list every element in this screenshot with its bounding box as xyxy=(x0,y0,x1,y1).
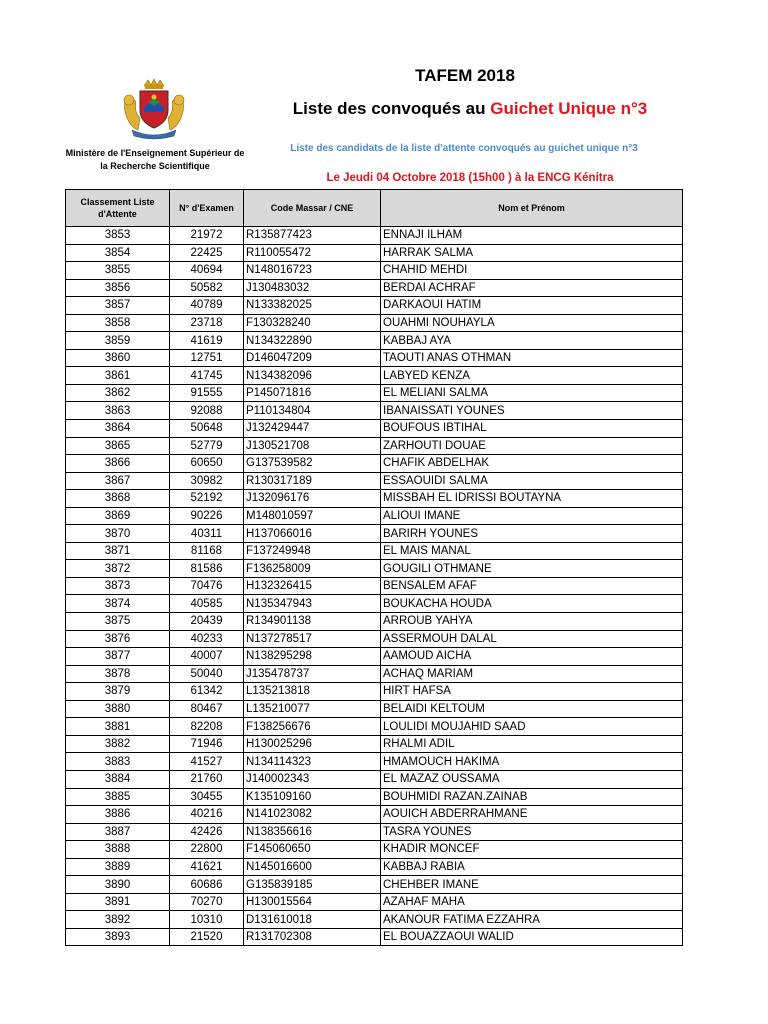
coat-of-arms-emblem xyxy=(118,78,190,140)
exam-number-cell: 12751 xyxy=(170,349,244,367)
column-header-rank: Classement Liste d'Attente xyxy=(66,190,170,227)
full-name-cell: ARROUB YAHYA xyxy=(381,613,683,631)
table-row xyxy=(66,542,683,560)
full-name-cell: DARKAOUI HATIM xyxy=(381,297,683,315)
massar-code-cell: F138256676 xyxy=(244,718,381,736)
massar-code-cell: N141023082 xyxy=(244,806,381,824)
rank-cell: 3853 xyxy=(66,227,170,245)
table-row xyxy=(66,876,683,894)
massar-code-cell: D146047209 xyxy=(244,349,381,367)
exam-number-cell: 30455 xyxy=(170,788,244,806)
full-name-cell: ESSAOUIDI SALMA xyxy=(381,472,683,490)
table-row xyxy=(66,823,683,841)
massar-code-cell: N148016723 xyxy=(244,262,381,280)
table-row xyxy=(66,735,683,753)
exam-number-cell: 21972 xyxy=(170,227,244,245)
full-name-cell: ENNAJI ILHAM xyxy=(381,227,683,245)
full-name-cell: HARRAK SALMA xyxy=(381,244,683,262)
exam-number-cell: 61342 xyxy=(170,683,244,701)
exam-number-cell: 92088 xyxy=(170,402,244,420)
table-row xyxy=(66,911,683,929)
page-subtitle xyxy=(270,99,670,119)
subtitle-prefix: Liste des convoqués au xyxy=(292,99,491,118)
massar-code-cell: P145071816 xyxy=(244,384,381,402)
table-row xyxy=(66,349,683,367)
full-name-cell: BENSALEM AFAF xyxy=(381,577,683,595)
rank-cell: 3857 xyxy=(66,297,170,315)
rank-cell: 3856 xyxy=(66,279,170,297)
rank-cell: 3892 xyxy=(66,911,170,929)
rank-cell: 3872 xyxy=(66,560,170,578)
exam-number-cell: 41527 xyxy=(170,753,244,771)
exam-number-cell: 90226 xyxy=(170,507,244,525)
massar-code-cell: L135213818 xyxy=(244,683,381,701)
exam-number-cell: 22425 xyxy=(170,244,244,262)
massar-code-cell: N135347943 xyxy=(244,595,381,613)
exam-number-cell: 60686 xyxy=(170,876,244,894)
table-row xyxy=(66,437,683,455)
exam-number-cell: 41745 xyxy=(170,367,244,385)
table-row xyxy=(66,893,683,911)
table-row xyxy=(66,244,683,262)
exam-number-cell: 40233 xyxy=(170,630,244,648)
table-row xyxy=(66,648,683,666)
table-row xyxy=(66,788,683,806)
massar-code-cell: N133382025 xyxy=(244,297,381,315)
table-row xyxy=(66,384,683,402)
table-row xyxy=(66,700,683,718)
rank-cell: 3859 xyxy=(66,332,170,350)
full-name-cell: AZAHAF MAHA xyxy=(381,893,683,911)
exam-number-cell: 22800 xyxy=(170,841,244,859)
table-row xyxy=(66,262,683,280)
rank-cell: 3870 xyxy=(66,525,170,543)
rank-cell: 3854 xyxy=(66,244,170,262)
table-row xyxy=(66,665,683,683)
massar-code-cell: N145016600 xyxy=(244,858,381,876)
table-row xyxy=(66,560,683,578)
list-note: Liste des candidats de la liste d'attente convoqués au guichet unique n°3 xyxy=(290,143,638,154)
table-row xyxy=(66,753,683,771)
full-name-cell: ALIOUI IMANE xyxy=(381,507,683,525)
rank-cell: 3866 xyxy=(66,455,170,473)
rank-cell: 3855 xyxy=(66,262,170,280)
full-name-cell: LABYED KENZA xyxy=(381,367,683,385)
exam-number-cell: 30982 xyxy=(170,472,244,490)
full-name-cell: BOUFOUS IBTIHAL xyxy=(381,420,683,438)
massar-code-cell: N134322890 xyxy=(244,332,381,350)
exam-number-cell: 52779 xyxy=(170,437,244,455)
full-name-cell: BERDAI ACHRAF xyxy=(381,279,683,297)
massar-code-cell: G135839185 xyxy=(244,876,381,894)
full-name-cell: AAMOUD AICHA xyxy=(381,648,683,666)
full-name-cell: BARIRH YOUNES xyxy=(381,525,683,543)
massar-code-cell: D131610018 xyxy=(244,911,381,929)
table-row xyxy=(66,806,683,824)
full-name-cell: ZARHOUTI DOUAE xyxy=(381,437,683,455)
rank-cell: 3891 xyxy=(66,893,170,911)
full-name-cell: OUAHMI NOUHAYLA xyxy=(381,314,683,332)
massar-code-cell: N134114323 xyxy=(244,753,381,771)
ministry-name: Ministère de l'Enseignement Supérieur de la Recherche Scientifique xyxy=(65,148,245,171)
exam-number-cell: 70270 xyxy=(170,893,244,911)
full-name-cell: EL BOUAZZAOUI WALID xyxy=(381,928,683,946)
massar-code-cell: F130328240 xyxy=(244,314,381,332)
table-row xyxy=(66,367,683,385)
full-name-cell: GOUGILI OTHMANE xyxy=(381,560,683,578)
rank-cell: 3865 xyxy=(66,437,170,455)
full-name-cell: IBANAISSATI YOUNES xyxy=(381,402,683,420)
rank-cell: 3858 xyxy=(66,314,170,332)
exam-number-cell: 71946 xyxy=(170,735,244,753)
massar-code-cell: R110055472 xyxy=(244,244,381,262)
rank-cell: 3893 xyxy=(66,928,170,946)
massar-code-cell: H132326415 xyxy=(244,577,381,595)
table-row xyxy=(66,507,683,525)
rank-cell: 3881 xyxy=(66,718,170,736)
exam-number-cell: 21520 xyxy=(170,928,244,946)
full-name-cell: KHADIR MONCEF xyxy=(381,841,683,859)
full-name-cell: TASRA YOUNES xyxy=(381,823,683,841)
massar-code-cell: R130317189 xyxy=(244,472,381,490)
exam-number-cell: 50582 xyxy=(170,279,244,297)
column-header-full-name: Nom et Prénom xyxy=(381,190,683,227)
full-name-cell: MISSBAH EL IDRISSI BOUTAYNA xyxy=(381,490,683,508)
full-name-cell: RHALMI ADIL xyxy=(381,735,683,753)
exam-number-cell: 40585 xyxy=(170,595,244,613)
table-row xyxy=(66,613,683,631)
exam-number-cell: 21760 xyxy=(170,770,244,788)
rank-cell: 3863 xyxy=(66,402,170,420)
massar-code-cell: N138356616 xyxy=(244,823,381,841)
exam-number-cell: 20439 xyxy=(170,613,244,631)
full-name-cell: AKANOUR FATIMA EZZAHRA xyxy=(381,911,683,929)
rank-cell: 3886 xyxy=(66,806,170,824)
massar-code-cell: N134382096 xyxy=(244,367,381,385)
table-row xyxy=(66,332,683,350)
massar-code-cell: L135210077 xyxy=(244,700,381,718)
exam-number-cell: 40007 xyxy=(170,648,244,666)
full-name-cell: ACHAQ MARIAM xyxy=(381,665,683,683)
full-name-cell: CHAFIK ABDELHAK xyxy=(381,455,683,473)
massar-code-cell: R131702308 xyxy=(244,928,381,946)
massar-code-cell: F137249948 xyxy=(244,542,381,560)
full-name-cell: KABBAJ RABIA xyxy=(381,858,683,876)
exam-number-cell: 60650 xyxy=(170,455,244,473)
table-row xyxy=(66,525,683,543)
exam-number-cell: 40311 xyxy=(170,525,244,543)
rank-cell: 3864 xyxy=(66,420,170,438)
exam-number-cell: 41619 xyxy=(170,332,244,350)
exam-number-cell: 81586 xyxy=(170,560,244,578)
massar-code-cell: R135877423 xyxy=(244,227,381,245)
full-name-cell: EL MAIS MANAL xyxy=(381,542,683,560)
full-name-cell: CHEHBER IMANE xyxy=(381,876,683,894)
table-row xyxy=(66,928,683,946)
rank-cell: 3876 xyxy=(66,630,170,648)
exam-number-cell: 23718 xyxy=(170,314,244,332)
table-row xyxy=(66,841,683,859)
exam-number-cell: 81168 xyxy=(170,542,244,560)
table-row xyxy=(66,472,683,490)
rank-cell: 3880 xyxy=(66,700,170,718)
table-row xyxy=(66,770,683,788)
full-name-cell: CHAHID MEHDI xyxy=(381,262,683,280)
table-row xyxy=(66,630,683,648)
table-row xyxy=(66,858,683,876)
full-name-cell: HIRT HAFSA xyxy=(381,683,683,701)
rank-cell: 3874 xyxy=(66,595,170,613)
full-name-cell: AOUICH ABDERRAHMANE xyxy=(381,806,683,824)
full-name-cell: ASSERMOUH DALAL xyxy=(381,630,683,648)
rank-cell: 3884 xyxy=(66,770,170,788)
massar-code-cell: H130025296 xyxy=(244,735,381,753)
full-name-cell: KABBAJ AYA xyxy=(381,332,683,350)
table-row xyxy=(66,297,683,315)
table-row xyxy=(66,595,683,613)
rank-cell: 3869 xyxy=(66,507,170,525)
column-header-massar-code: Code Massar / CNE xyxy=(244,190,381,227)
exam-number-cell: 40694 xyxy=(170,262,244,280)
exam-number-cell: 50648 xyxy=(170,420,244,438)
table-row xyxy=(66,227,683,245)
massar-code-cell: J130483032 xyxy=(244,279,381,297)
exam-number-cell: 82208 xyxy=(170,718,244,736)
rank-cell: 3860 xyxy=(66,349,170,367)
full-name-cell: LOULIDI MOUJAHID SAAD xyxy=(381,718,683,736)
table-row xyxy=(66,279,683,297)
exam-number-cell: 52192 xyxy=(170,490,244,508)
massar-code-cell: M148010597 xyxy=(244,507,381,525)
exam-number-cell: 80467 xyxy=(170,700,244,718)
table-row xyxy=(66,577,683,595)
full-name-cell: BOUHMIDI RAZAN.ZAINAB xyxy=(381,788,683,806)
table-row xyxy=(66,314,683,332)
exam-number-cell: 91555 xyxy=(170,384,244,402)
exam-number-cell: 42426 xyxy=(170,823,244,841)
full-name-cell: BELAIDI KELTOUM xyxy=(381,700,683,718)
rank-cell: 3888 xyxy=(66,841,170,859)
exam-number-cell: 41621 xyxy=(170,858,244,876)
rank-cell: 3878 xyxy=(66,665,170,683)
rank-cell: 3867 xyxy=(66,472,170,490)
exam-number-cell: 40216 xyxy=(170,806,244,824)
table-row xyxy=(66,490,683,508)
rank-cell: 3868 xyxy=(66,490,170,508)
exam-number-cell: 50040 xyxy=(170,665,244,683)
massar-code-cell: R134901138 xyxy=(244,613,381,631)
table-row xyxy=(66,455,683,473)
rank-cell: 3883 xyxy=(66,753,170,771)
massar-code-cell: N137278517 xyxy=(244,630,381,648)
table-row xyxy=(66,420,683,438)
massar-code-cell: J132429447 xyxy=(244,420,381,438)
table-row xyxy=(66,683,683,701)
massar-code-cell: H130015564 xyxy=(244,893,381,911)
page-title: TAFEM 2018 xyxy=(415,66,515,85)
massar-code-cell: G137539582 xyxy=(244,455,381,473)
rank-cell: 3887 xyxy=(66,823,170,841)
exam-number-cell: 70476 xyxy=(170,577,244,595)
table-header-row xyxy=(66,190,683,227)
massar-code-cell: F136258009 xyxy=(244,560,381,578)
rank-cell: 3862 xyxy=(66,384,170,402)
massar-code-cell: N138295298 xyxy=(244,648,381,666)
rank-cell: 3890 xyxy=(66,876,170,894)
exam-number-cell: 10310 xyxy=(170,911,244,929)
rank-cell: 3875 xyxy=(66,613,170,631)
full-name-cell: HMAMOUCH HAKIMA xyxy=(381,753,683,771)
massar-code-cell: P110134804 xyxy=(244,402,381,420)
full-name-cell: EL MAZAZ OUSSAMA xyxy=(381,770,683,788)
table-row xyxy=(66,402,683,420)
massar-code-cell: J140002343 xyxy=(244,770,381,788)
exam-number-cell: 40789 xyxy=(170,297,244,315)
candidates-table xyxy=(65,189,683,946)
date-line: Le Jeudi 04 Octobre 2018 (15h00 ) à la ENCG Kénitra xyxy=(326,172,614,184)
rank-cell: 3882 xyxy=(66,735,170,753)
full-name-cell: BOUKACHA HOUDA xyxy=(381,595,683,613)
rank-cell: 3885 xyxy=(66,788,170,806)
rank-cell: 3889 xyxy=(66,858,170,876)
rank-cell: 3873 xyxy=(66,577,170,595)
massar-code-cell: H137066016 xyxy=(244,525,381,543)
full-name-cell: TAOUTI ANAS OTHMAN xyxy=(381,349,683,367)
full-name-cell: EL MELIANI SALMA xyxy=(381,384,683,402)
massar-code-cell: J132096176 xyxy=(244,490,381,508)
column-header-exam-number: N° d'Examen xyxy=(170,190,244,227)
rank-cell: 3877 xyxy=(66,648,170,666)
massar-code-cell: J130521708 xyxy=(244,437,381,455)
massar-code-cell: J135478737 xyxy=(244,665,381,683)
subtitle-highlight: Guichet Unique n°3 xyxy=(490,99,648,118)
massar-code-cell: K135109160 xyxy=(244,788,381,806)
rank-cell: 3861 xyxy=(66,367,170,385)
massar-code-cell: F145060650 xyxy=(244,841,381,859)
table-row xyxy=(66,718,683,736)
rank-cell: 3871 xyxy=(66,542,170,560)
rank-cell: 3879 xyxy=(66,683,170,701)
